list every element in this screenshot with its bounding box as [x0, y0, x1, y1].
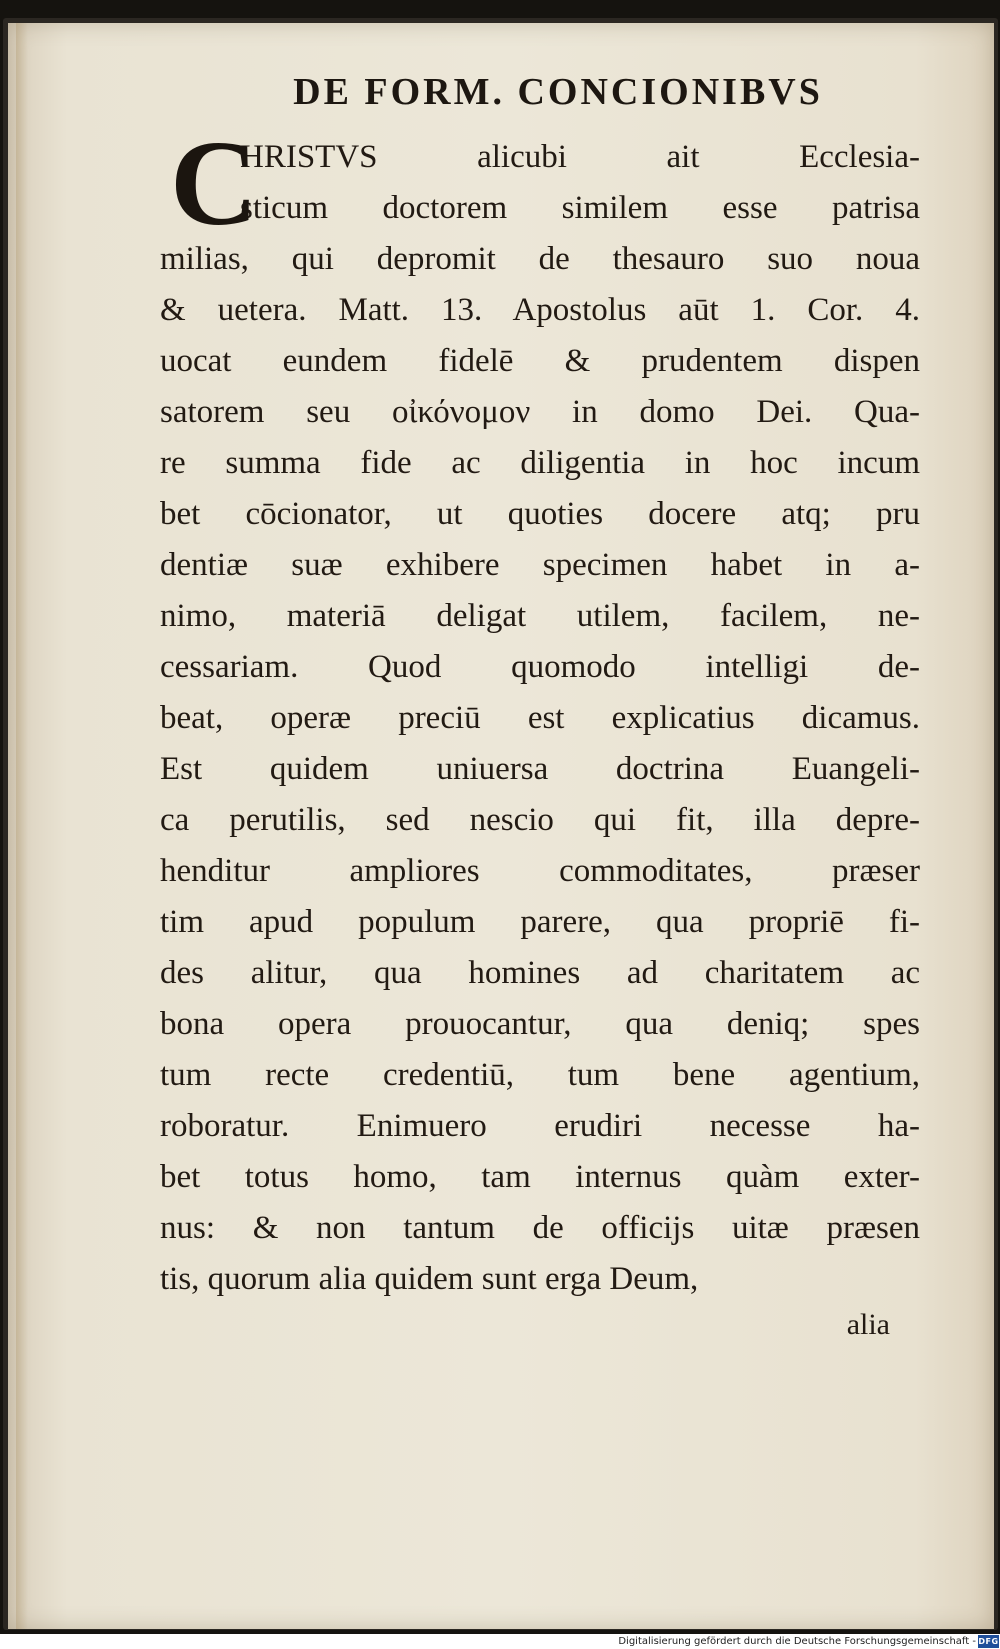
text-line: beat, operæ preciū est explicatius dicamus.	[160, 700, 920, 736]
running-head: DE FORM. CONCIONIBVS	[293, 71, 823, 113]
dfg-logo: DFG	[978, 1637, 999, 1646]
text-line: uocat eundem fidelē & prudentem dispen	[160, 343, 920, 379]
page-text-area	[160, 70, 920, 1345]
text-line: HRISTVS alicubi ait Ecclesia-	[240, 139, 920, 175]
text-line: nus: & non tantum de officijs uitæ præsen	[160, 1210, 920, 1246]
body-text	[160, 116, 920, 1305]
text-line: tum recte credentiū, tum bene agentium,	[160, 1057, 920, 1093]
text-line: bet cōcionator, ut quoties docere atq; pru	[160, 496, 920, 532]
catchword: alia	[846, 1308, 890, 1341]
text-line: bona opera prouocantur, qua deniq; spes	[160, 1006, 920, 1042]
text-line: bet totus homo, tam internus quàm exter-	[160, 1159, 920, 1195]
text-line: roboratur. Enimuero erudiri necesse ha-	[160, 1108, 920, 1144]
text-line: satorem seu οἰκόνομον in domo Dei. Qua-	[160, 394, 920, 430]
decorated-initial: C	[170, 116, 259, 251]
page-gutter-edge	[16, 23, 28, 1629]
text-line: henditur ampliores commoditates, præser	[160, 853, 920, 889]
text-line: re summa fide ac diligentia in hoc incum	[160, 445, 920, 481]
text-line: tim apud populum parere, qua propriē fi-	[160, 904, 920, 940]
text-line: tis, quorum alia quidem sunt erga Deum,	[160, 1261, 699, 1297]
text-line: milias, qui depromit de thesauro suo noua	[160, 241, 920, 277]
text-line: sticum doctorem similem esse patrisa	[240, 190, 920, 226]
funding-credit: Digitalisierung gefördert durch die Deutsche Forschungsgemeinschaft -	[618, 1636, 976, 1647]
text-line: Est quidem uniuersa doctrina Euangeli-	[160, 751, 920, 787]
text-line: nimo, materiā deligat utilem, facilem, ne-	[160, 598, 920, 634]
text-line: dentiæ suæ exhibere specimen habet in a-	[160, 547, 920, 583]
text-line: cessariam. Quod quomodo intelligi de-	[160, 649, 920, 685]
text-line: & uetera. Matt. 13. Apostolus aūt 1. Cor. 4.	[160, 292, 920, 328]
text-line: ca perutilis, sed nescio qui fit, illa depre-	[160, 802, 920, 838]
footer-bar	[0, 1634, 1000, 1649]
text-line: des alitur, qua homines ad charitatem ac	[160, 955, 920, 991]
